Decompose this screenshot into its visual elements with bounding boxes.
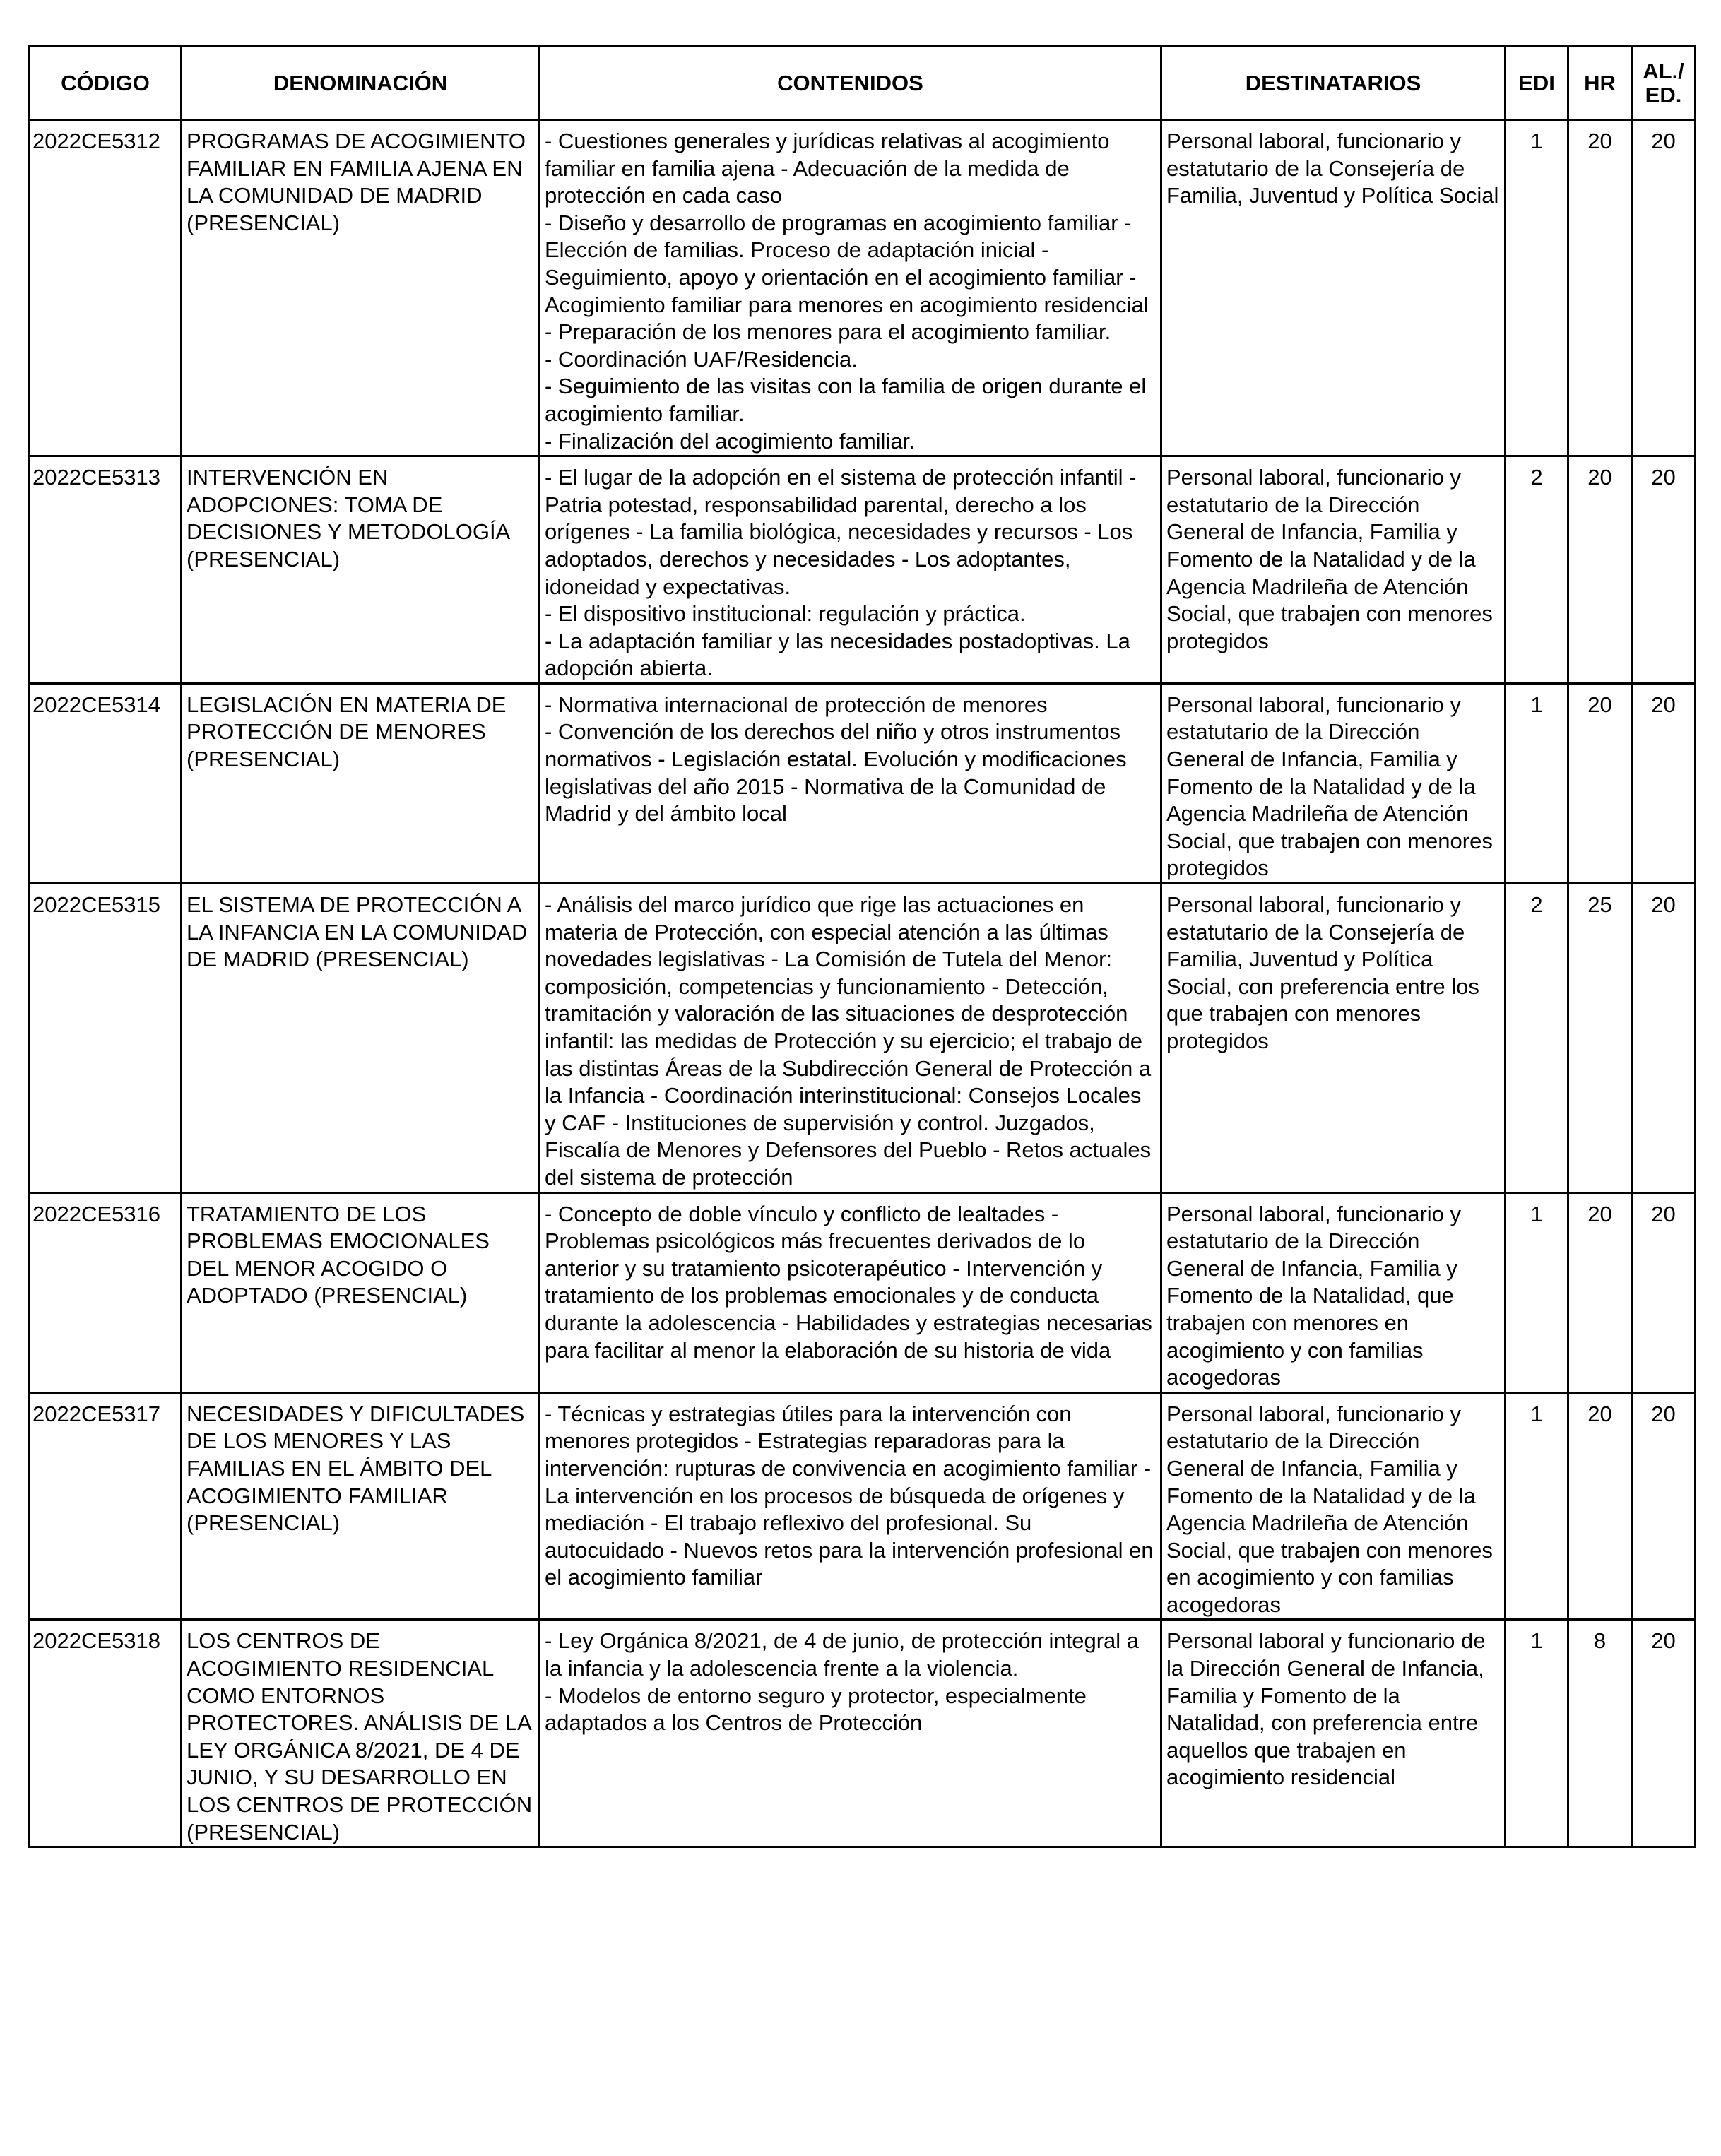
course-al-ed: 20 [1632, 884, 1696, 1193]
course-hr: 20 [1568, 1392, 1632, 1620]
course-al-ed: 20 [1632, 1192, 1696, 1392]
contents-line: - Ley Orgánica 8/2021, de 4 de junio, de protección integral a la infancia y la adolescencia frente a la violencia. [545, 1628, 1139, 1681]
course-recipients: Personal laboral, funcionario y estatutario de la Consejería de Familia, Juventud y Política Social, con preferencia entre los que trabajen con menores protegidos [1161, 884, 1506, 1193]
course-edi: 1 [1506, 1620, 1568, 1847]
course-edi: 2 [1506, 456, 1568, 684]
course-recipients: Personal laboral, funcionario y estatutario de la Dirección General de Infancia, Familia y Fomento de la Natalidad y de la Agencia Madrileña de Atención Social, que trabajen con menores en acogimiento y con familias acogedoras [1161, 1392, 1506, 1620]
course-code: 2022CE5313 [30, 456, 182, 684]
course-contents [540, 884, 1161, 1193]
header-hr: HR [1568, 47, 1632, 120]
course-title: NECESIDADES Y DIFICULTADES DE LOS MENORES Y LAS FAMILIAS EN EL ÁMBITO DEL ACOGIMIENTO FAMILIAR (PRESENCIAL) [182, 1392, 540, 1620]
table-row [30, 1392, 1696, 1620]
table-row [30, 1192, 1696, 1392]
course-al-ed: 20 [1632, 1620, 1696, 1847]
course-al-ed: 20 [1632, 456, 1696, 684]
course-edi: 1 [1506, 683, 1568, 883]
contents-line: - Convención de los derechos del niño y otros instrumentos normativos - Legislación estatal. Evolución y modificaciones legislativas del año 2015 - Normativa de la Comunidad de Madrid y del ámbito local [545, 719, 1127, 827]
course-hr: 20 [1568, 683, 1632, 883]
header-edi: EDI [1506, 47, 1568, 120]
course-hr: 20 [1568, 120, 1632, 456]
contents-line: - Normativa internacional de protección de menores [545, 692, 1048, 717]
contents-line: - Análisis del marco jurídico que rige las actuaciones en materia de Protección, con especial atención a las últimas novedades legislativas - La Comisión de Tutela del Menor: composición, competencias y funcionamiento - Detección, tramitación y valoración de las situaciones de desprotección infantil: las medidas de Protección y su ejercicio; el trabajo de las distintas Áreas de la Subdirección General de Protección a la Infancia - Coordinación interinstitucional: Consejos Locales y CAF - Instituciones de supervisión y control. Juzgados, Fiscalía de Menores y Defensores del Pueblo - Retos actuales del sistema de protección [545, 892, 1152, 1190]
header-destinatarios: DESTINATARIOS [1161, 47, 1506, 120]
course-recipients: Personal laboral, funcionario y estatutario de la Dirección General de Infancia, Familia y Fomento de la Natalidad y de la Agencia Madrileña de Atención Social, que trabajen con menores protegidos [1161, 683, 1506, 883]
table-row [30, 456, 1696, 684]
course-contents [540, 1192, 1161, 1392]
course-title: INTERVENCIÓN EN ADOPCIONES: TOMA DE DECISIONES Y METODOLOGÍA (PRESENCIAL) [182, 456, 540, 684]
contents-line: - Seguimiento de las visitas con la familia de origen durante el acogimiento familiar. [545, 374, 1147, 426]
course-title: PROGRAMAS DE ACOGIMIENTO FAMILIAR EN FAMILIA AJENA EN LA COMUNIDAD DE MADRID (PRESENCIAL) [182, 120, 540, 456]
header-denominacion: DENOMINACIÓN [182, 47, 540, 120]
contents-line: - El dispositivo institucional: regulación y práctica. [545, 601, 1026, 627]
table-row [30, 683, 1696, 883]
contents-line: - Cuestiones generales y jurídicas relativas al acogimiento familiar en familia ajena - Adecuación de la medida de protección en cada caso [545, 129, 1110, 208]
table-row [30, 884, 1696, 1193]
courses-table [28, 45, 1696, 1848]
contents-line: - Concepto de doble vínculo y conflicto de lealtades - Problemas psicológicos más frecuentes derivados de lo anterior y su tratamiento psicoterapéutico - Intervención y tratamiento de los problemas emocionales y de conducta durante la adolescencia - Habilidades y estrategias necesarias para facilitar al menor la elaboración de su historia de vida [545, 1201, 1152, 1363]
header-al-ed: AL./ ED. [1632, 47, 1696, 120]
course-recipients: Personal laboral y funcionario de la Dirección General de Infancia, Familia y Fomento de la Natalidad, con preferencia entre aquellos que trabajen en acogimiento residencial [1161, 1620, 1506, 1847]
contents-line: - Coordinación UAF/Residencia. [545, 346, 858, 372]
course-title: EL SISTEMA DE PROTECCIÓN A LA INFANCIA EN LA COMUNIDAD DE MADRID (PRESENCIAL) [182, 884, 540, 1193]
contents-line: - Finalización del acogimiento familiar. [545, 428, 915, 454]
course-code: 2022CE5318 [30, 1620, 182, 1847]
course-edi: 2 [1506, 884, 1568, 1193]
contents-line: - Diseño y desarrollo de programas en acogimiento familiar - Elección de familias. Proceso de adaptación inicial - Seguimiento, apoyo y orientación en el acogimiento familiar - Acogimiento familiar para menores en acogimiento residencial - Preparación de los menores para el acogimiento familiar. [545, 210, 1149, 345]
contents-line: - Modelos de entorno seguro y protector, especialmente adaptados a los Centros de Protección [545, 1683, 1087, 1736]
course-recipients: Personal laboral, funcionario y estatutario de la Dirección General de Infancia, Familia y Fomento de la Natalidad y de la Agencia Madrileña de Atención Social, que trabajen con menores protegidos [1161, 456, 1506, 684]
course-edi: 1 [1506, 1192, 1568, 1392]
course-contents [540, 120, 1161, 456]
course-al-ed: 20 [1632, 683, 1696, 883]
contents-line: - La adaptación familiar y las necesidades postadoptivas. La adopción abierta. [545, 628, 1130, 681]
course-recipients: Personal laboral, funcionario y estatutario de la Dirección General de Infancia, Familia y Fomento de la Natalidad, que trabajen con menores en acogimiento y con familias acogedoras [1161, 1192, 1506, 1392]
course-contents [540, 1392, 1161, 1620]
course-recipients: Personal laboral, funcionario y estatutario de la Consejería de Familia, Juventud y Política Social [1161, 120, 1506, 456]
course-contents [540, 1620, 1161, 1847]
course-edi: 1 [1506, 120, 1568, 456]
header-row [30, 47, 1696, 120]
course-code: 2022CE5314 [30, 683, 182, 883]
header-codigo: CÓDIGO [30, 47, 182, 120]
course-code: 2022CE5315 [30, 884, 182, 1193]
header-contenidos: CONTENIDOS [540, 47, 1161, 120]
table-row [30, 120, 1696, 456]
course-code: 2022CE5316 [30, 1192, 182, 1392]
course-contents [540, 683, 1161, 883]
contents-line: - Técnicas y estrategias útiles para la intervención con menores protegidos - Estrategias reparadoras para la intervención: rupturas de convivencia en acogimiento familiar - La intervención en los procesos de búsqueda de orígenes y mediación - El trabajo reflexivo del profesional. Su autocuidado - Nuevos retos para la intervención profesional en el acogimiento familiar [545, 1401, 1154, 1590]
course-al-ed: 20 [1632, 1392, 1696, 1620]
course-hr: 20 [1568, 456, 1632, 684]
course-code: 2022CE5312 [30, 120, 182, 456]
course-hr: 20 [1568, 1192, 1632, 1392]
course-title: TRATAMIENTO DE LOS PROBLEMAS EMOCIONALES DEL MENOR ACOGIDO O ADOPTADO (PRESENCIAL) [182, 1192, 540, 1392]
contents-line: - El lugar de la adopción en el sistema de protección infantil - Patria potestad, responsabilidad parental, derecho a los orígenes - La familia biológica, necesidades y recursos - Los adoptados, derechos y necesidades - Los adoptantes, idoneidad y expectativas. [545, 465, 1137, 599]
course-al-ed: 20 [1632, 120, 1696, 456]
table-row [30, 1620, 1696, 1847]
course-code: 2022CE5317 [30, 1392, 182, 1620]
course-contents [540, 456, 1161, 684]
course-edi: 1 [1506, 1392, 1568, 1620]
course-hr: 8 [1568, 1620, 1632, 1847]
course-hr: 25 [1568, 884, 1632, 1193]
course-title: LOS CENTROS DE ACOGIMIENTO RESIDENCIAL COMO ENTORNOS PROTECTORES. ANÁLISIS DE LA LEY ORGÁNICA 8/2021, DE 4 DE JUNIO, Y SU DESARROLLO EN LOS CENTROS DE PROTECCIÓN (PRESENCIAL) [182, 1620, 540, 1847]
course-title: LEGISLACIÓN EN MATERIA DE PROTECCIÓN DE MENORES (PRESENCIAL) [182, 683, 540, 883]
